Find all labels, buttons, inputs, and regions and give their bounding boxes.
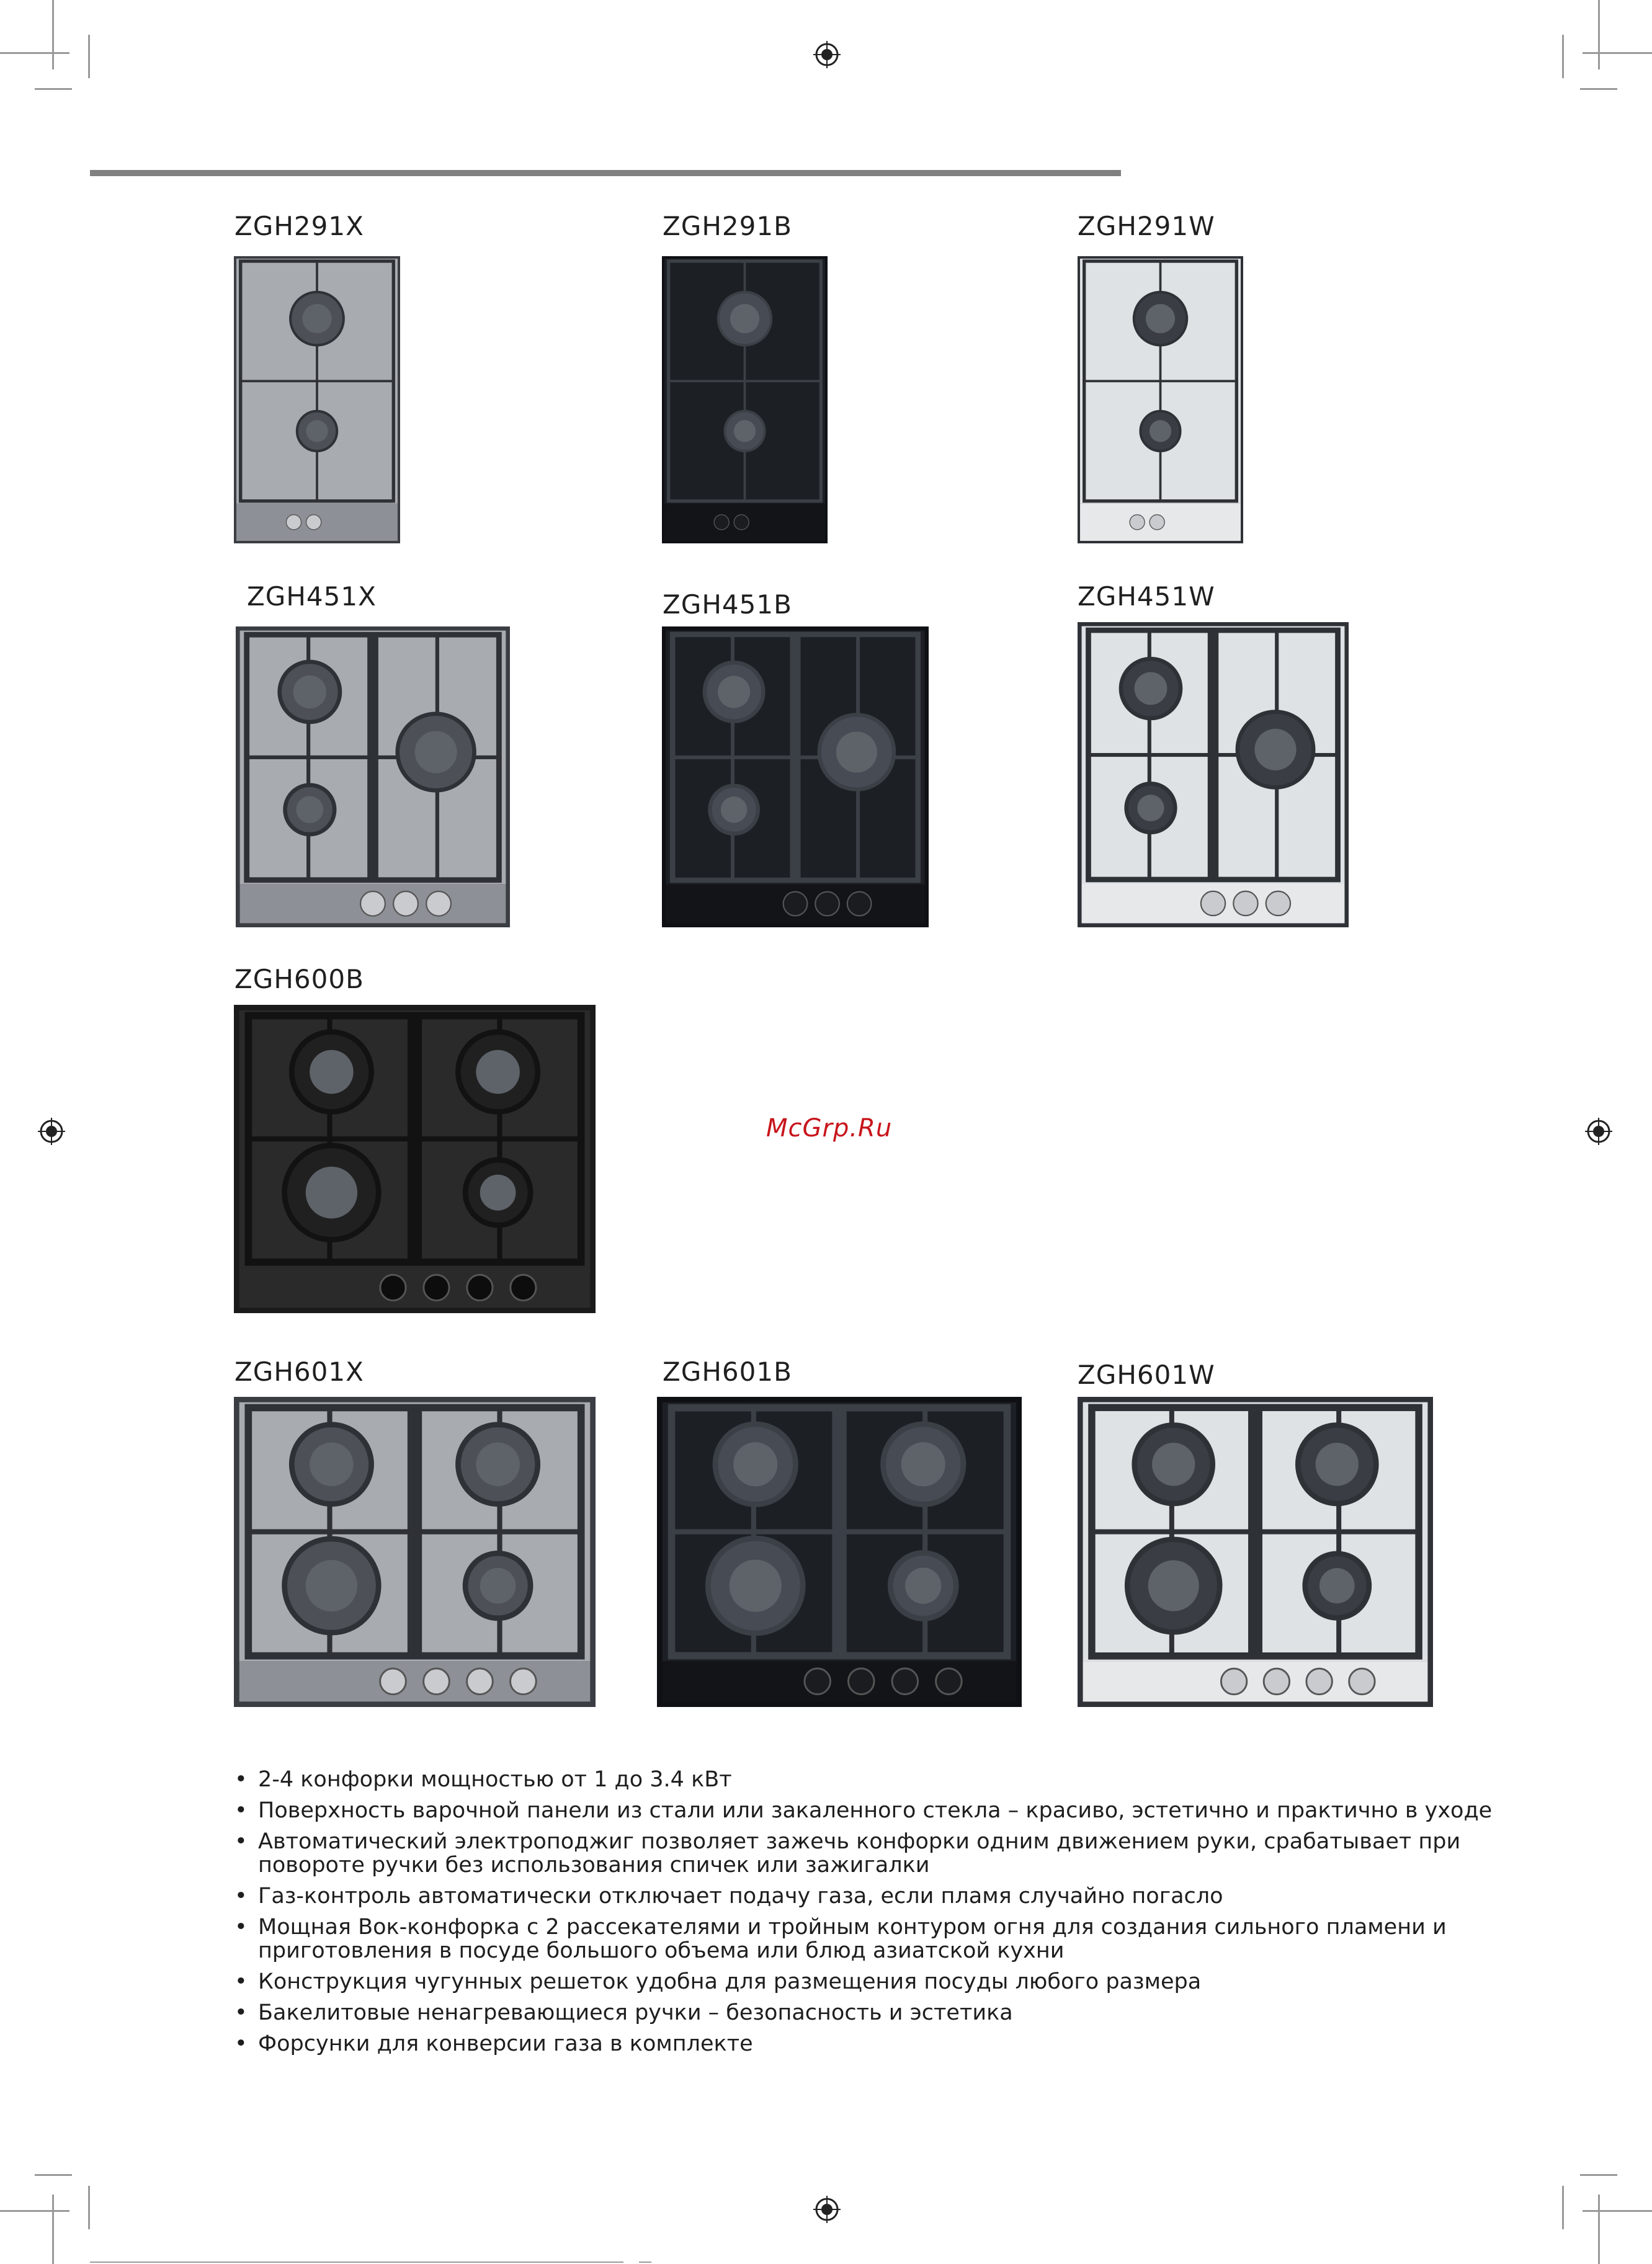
model-label: ZGH451W — [1078, 581, 1215, 612]
crop-mark — [1580, 2174, 1617, 2176]
crop-mark — [0, 2210, 69, 2212]
model-label: ZGH601X — [234, 1357, 364, 1387]
header-rule — [90, 170, 1121, 176]
crop-mark — [88, 35, 90, 78]
registration-mark-icon — [813, 2196, 841, 2223]
crop-mark — [1598, 2195, 1600, 2264]
list-item: • Конструкция чугунных решеток удобна для размещения посуды любого размера — [234, 1970, 1494, 1994]
model-label: ZGH600B — [234, 964, 364, 994]
list-item: • 2-4 конфорки мощностью от 1 до 3.4 кВт — [234, 1768, 1494, 1791]
crop-mark — [35, 2174, 72, 2176]
list-item: • Мощная Вок-конфорка с 2 рассекателями и тройным контуром огня для создания сильного пламени и приготовления в посуде большого объема или блюд азиатской кухни — [234, 1915, 1494, 1963]
model-label: ZGH291B — [663, 211, 792, 241]
crop-mark — [90, 2262, 623, 2263]
hob-image — [234, 256, 400, 543]
hob-image — [1078, 256, 1243, 543]
model-label: ZGH291W — [1078, 211, 1215, 241]
hob-image — [236, 626, 510, 927]
crop-mark — [52, 2195, 54, 2264]
model-label: ZGH601B — [663, 1357, 792, 1387]
crop-mark — [639, 2262, 651, 2263]
list-item: • Бакелитовые ненагревающиеся ручки – безопасность и эстетика — [234, 2001, 1494, 2025]
model-label: ZGH601W — [1078, 1360, 1215, 1390]
hob-image — [662, 626, 929, 927]
list-item: • Форсунки для конверсии газа в комплекте — [234, 2032, 1494, 2056]
list-item: • Газ-контроль автоматически отключает подачу газа, если пламя случайно погасло — [234, 1884, 1494, 1908]
crop-mark — [1583, 52, 1652, 54]
hob-image — [1078, 622, 1349, 927]
list-item: • Автоматический электроподжиг позволяет зажечь конфорки одним движением руки, срабатывает при повороте ручки без использования спичек или зажигалки — [234, 1830, 1494, 1877]
crop-mark — [0, 52, 69, 54]
crop-mark — [1598, 0, 1600, 69]
crop-mark — [1583, 2210, 1652, 2212]
hob-image — [234, 1005, 596, 1313]
hob-image — [1078, 1397, 1433, 1707]
hob-image — [662, 256, 828, 543]
watermark-text: McGrp.Ru — [766, 1114, 893, 1143]
model-label: ZGH451X — [247, 581, 377, 612]
registration-mark-icon — [38, 1118, 65, 1145]
crop-mark — [1562, 35, 1564, 78]
model-label: ZGH451B — [663, 589, 792, 620]
registration-mark-icon — [813, 41, 841, 68]
crop-mark — [52, 0, 54, 69]
crop-mark — [1562, 2186, 1564, 2229]
list-item: • Поверхность варочной панели из стали или закаленного стекла – красиво, эстетично и практично в уходе — [234, 1799, 1494, 1822]
crop-mark — [1580, 88, 1617, 90]
registration-mark-icon — [1585, 1118, 1612, 1145]
hob-image — [657, 1397, 1022, 1707]
crop-mark — [88, 2186, 90, 2229]
feature-list — [234, 1768, 1494, 2063]
model-label: ZGH291X — [234, 211, 364, 241]
crop-mark — [35, 88, 72, 90]
hob-image — [234, 1397, 596, 1707]
